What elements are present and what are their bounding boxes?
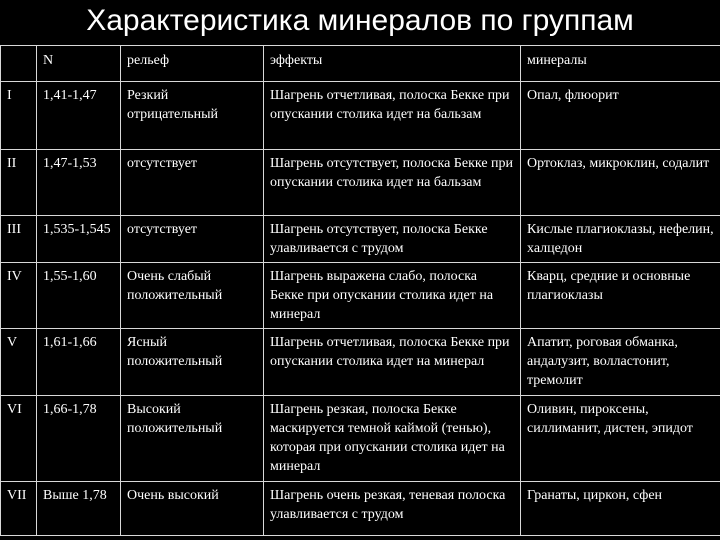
- cell-relief: Очень высокий: [121, 482, 264, 536]
- cell-relief: Высокий положительный: [121, 396, 264, 482]
- cell-effects: Шагрень отсутствует, полоска Бекке при опускании столика идет на бальзам: [264, 150, 521, 216]
- table-header-row: [1, 46, 720, 82]
- cell-effects: Шагрень очень резкая, теневая полоска улавливается с трудом: [264, 482, 521, 536]
- cell-n: 1,61-1,66: [37, 329, 121, 396]
- header-cell-n: N: [37, 46, 121, 82]
- table-row: [1, 482, 720, 536]
- cell-effects: Шагрень отчетливая, полоска Бекке при опускании столика идет на минерал: [264, 329, 521, 396]
- page-title: Характеристика минералов по группам: [86, 4, 634, 37]
- cell-minerals: Кислые плагиоклазы, нефелин, халцедон: [521, 216, 720, 263]
- table-row: [1, 216, 720, 263]
- header-cell-minerals: минералы: [521, 46, 720, 82]
- cell-group: II: [1, 150, 37, 216]
- cell-group: III: [1, 216, 37, 263]
- cell-effects: Шагрень отчетливая, полоска Бекке при опускании столика идет на бальзам: [264, 82, 521, 150]
- cell-relief: отсутствует: [121, 150, 264, 216]
- cell-n: 1,55-1,60: [37, 263, 121, 329]
- cell-minerals: Гранаты, циркон, сфен: [521, 482, 720, 536]
- table-row: [1, 396, 720, 482]
- cell-relief: Очень слабый положительный: [121, 263, 264, 329]
- cell-minerals: Апатит, роговая обманка, андалузит, волластонит, тремолит: [521, 329, 720, 396]
- cell-minerals: Кварц, средние и основные плагиоклазы: [521, 263, 720, 329]
- minerals-table: [0, 45, 720, 536]
- cell-group: VII: [1, 482, 37, 536]
- cell-effects: Шагрень выражена слабо, полоска Бекке при опускании столика идет на минерал: [264, 263, 521, 329]
- header-cell-group: [1, 46, 37, 82]
- cell-n: 1,66-1,78: [37, 396, 121, 482]
- cell-relief: Резкий отрицательный: [121, 82, 264, 150]
- table-row: [1, 150, 720, 216]
- cell-relief: отсутствует: [121, 216, 264, 263]
- cell-n: 1,47-1,53: [37, 150, 121, 216]
- table-row: [1, 82, 720, 150]
- cell-n: 1,41-1,47: [37, 82, 121, 150]
- cell-minerals: Опал, флюорит: [521, 82, 720, 150]
- table-row: [1, 263, 720, 329]
- header-cell-effects: эффекты: [264, 46, 521, 82]
- table-row: [1, 329, 720, 396]
- cell-effects: Шагрень отсутствует, полоска Бекке улавливается с трудом: [264, 216, 521, 263]
- cell-effects: Шагрень резкая, полоска Бекке маскируется темной каймой (тенью), которая при опускании столика идет на минерал: [264, 396, 521, 482]
- header-cell-relief: рельеф: [121, 46, 264, 82]
- cell-group: IV: [1, 263, 37, 329]
- cell-minerals: Оливин, пироксены, силлиманит, дистен, эпидот: [521, 396, 720, 482]
- cell-group: I: [1, 82, 37, 150]
- cell-n: 1,535-1,545: [37, 216, 121, 263]
- cell-n: Выше 1,78: [37, 482, 121, 536]
- cell-group: V: [1, 329, 37, 396]
- cell-minerals: Ортоклаз, микроклин, содалит: [521, 150, 720, 216]
- cell-relief: Ясный положительный: [121, 329, 264, 396]
- cell-group: VI: [1, 396, 37, 482]
